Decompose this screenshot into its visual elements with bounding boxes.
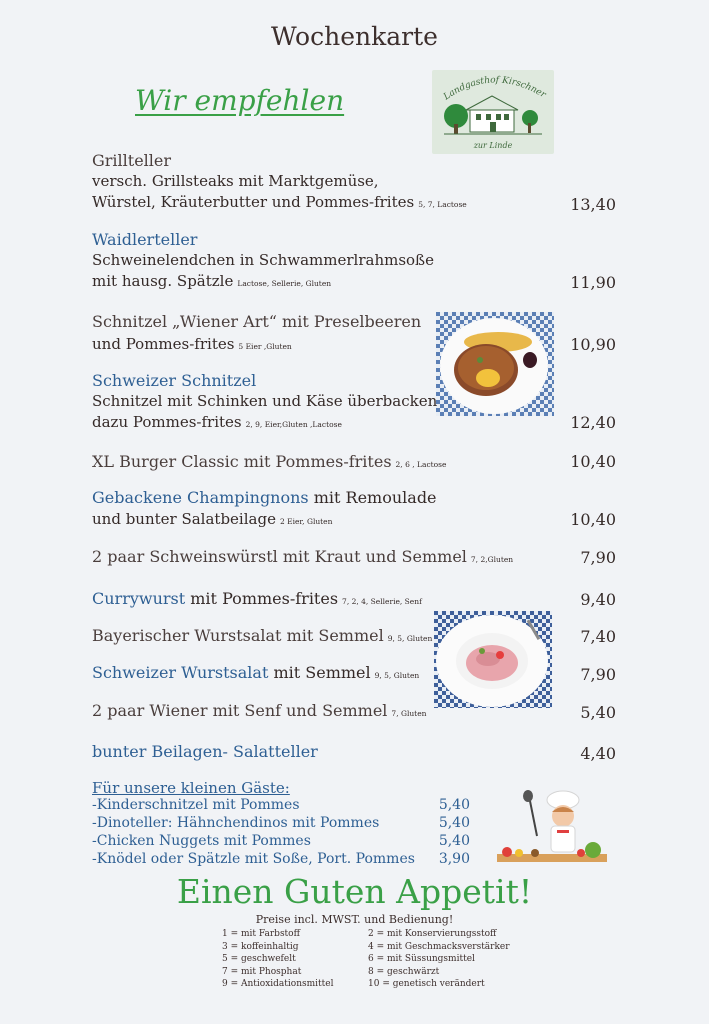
logo-subtext: zur Linde bbox=[473, 141, 513, 150]
item-description: Würstel, Kräuterbutter und Pommes-frites bbox=[92, 193, 415, 211]
kids-item-price: 5,40 bbox=[438, 833, 470, 849]
item-description: Schweinelendchen in Schwammerlrahmsoße bbox=[92, 251, 434, 269]
item-name: Bayerischer Wurstsalat mit Semmel bbox=[92, 626, 384, 645]
allergen-codes: 2 Eier, Gluten bbox=[279, 517, 333, 526]
item-name: Currywurst bbox=[92, 589, 186, 608]
item-name: Grillteller bbox=[92, 151, 172, 170]
legend-entry: 3 = koffeinhaltig bbox=[222, 941, 299, 952]
kid-chef-picture bbox=[497, 790, 607, 870]
item-price: 13,40 bbox=[570, 195, 616, 214]
legend-entry: 1 = mit Farbstoff bbox=[222, 929, 300, 939]
item-price: 12,40 bbox=[570, 413, 616, 432]
menu-item bbox=[92, 700, 426, 724]
item-description: mit Pommes-frites bbox=[185, 589, 339, 608]
item-name: Schweizer Schnitzel bbox=[92, 371, 257, 390]
menu-item bbox=[92, 625, 432, 649]
item-price: 4,40 bbox=[580, 744, 616, 763]
item-description: mit Remoulade bbox=[308, 488, 437, 507]
allergen-codes: 9, 5, Gluten bbox=[387, 634, 433, 643]
item-name: Schnitzel „Wiener Art“ mit Preselbeeren bbox=[92, 312, 422, 331]
kids-item-price: 5,40 bbox=[438, 815, 470, 831]
kids-item-price: 5,40 bbox=[438, 797, 470, 813]
kids-item-name: -Chicken Nuggets mit Pommes bbox=[92, 833, 311, 849]
page-title: Wochenkarte bbox=[271, 22, 438, 51]
legend-entry: 5 = geschwefelt bbox=[222, 954, 296, 965]
allergen-codes: 5 Eier ,Gluten bbox=[238, 342, 292, 351]
legend-entry: 9 = Antioxidationsmittel bbox=[222, 979, 334, 990]
wurstsalat-photo bbox=[434, 611, 552, 708]
menu-item bbox=[92, 662, 419, 686]
item-description: Schnitzel mit Schinken und Käse überbacken bbox=[92, 392, 438, 410]
closing-greeting: Einen Guten Appetit! bbox=[176, 872, 533, 911]
item-price: 10,40 bbox=[570, 452, 616, 471]
item-price: 7,90 bbox=[580, 548, 616, 567]
item-price: 5,40 bbox=[580, 703, 616, 722]
menu-item bbox=[92, 370, 437, 435]
logo-text: Landgasthof Kirschner bbox=[442, 75, 548, 103]
allergen-codes: 2, 9, Eier,Gluten ,Lactose bbox=[245, 420, 342, 429]
menu-item bbox=[92, 487, 437, 532]
allergen-codes: 7, 2,Gluten bbox=[470, 555, 514, 564]
additives-legend-right bbox=[368, 928, 510, 991]
legend-entry: 8 = geschwärzt bbox=[368, 966, 440, 977]
item-description: mit Semmel bbox=[268, 663, 371, 682]
menu-item bbox=[92, 588, 422, 612]
restaurant-logo bbox=[432, 70, 554, 154]
item-description: versch. Grillsteaks mit Marktgemüse, bbox=[92, 172, 379, 190]
item-price: 10,90 bbox=[570, 335, 616, 354]
item-name: 2 paar Wiener mit Senf und Semmel bbox=[92, 701, 388, 720]
legend-entry: 2 = mit Konservierungsstoff bbox=[368, 929, 497, 939]
item-description: und Pommes-frites bbox=[92, 335, 235, 353]
menu-item bbox=[92, 150, 467, 215]
allergen-codes: 7, Gluten bbox=[391, 709, 427, 718]
price-note: Preise incl. MWST. und Bedienung! bbox=[255, 913, 454, 926]
item-name: Gebackene Champingnons bbox=[92, 488, 309, 507]
legend-entry: 7 = mit Phosphat bbox=[222, 966, 302, 977]
kids-section-title: Für unsere kleinen Gäste: bbox=[92, 779, 290, 797]
kids-item-price: 3,90 bbox=[438, 851, 470, 867]
legend-entry: 6 = mit Süssungsmittel bbox=[368, 954, 475, 965]
item-description: dazu Pommes-frites bbox=[92, 413, 242, 431]
kids-item-name: -Knödel oder Spätzle mit Soße, Port. Pommes bbox=[92, 851, 415, 867]
item-name: 2 paar Schweinswürstl mit Kraut und Semmel bbox=[92, 547, 467, 566]
item-price: 9,40 bbox=[580, 590, 616, 609]
kids-item-name: -Kinderschnitzel mit Pommes bbox=[92, 797, 300, 813]
additives-legend-left bbox=[222, 928, 333, 991]
item-name: XL Burger Classic mit Pommes-frites bbox=[92, 452, 392, 471]
item-name: Schweizer Wurstsalat bbox=[92, 663, 269, 682]
legend-entry: 4 = mit Geschmacksverstärker bbox=[368, 941, 510, 952]
menu-item bbox=[92, 741, 318, 763]
item-price: 7,40 bbox=[580, 627, 616, 646]
item-name: Waidlerteller bbox=[92, 230, 198, 249]
item-name: bunter Beilagen- Salatteller bbox=[92, 742, 318, 761]
kids-item-name: -Dinoteller: Hähnchendinos mit Pommes bbox=[92, 815, 380, 831]
legend-entry: 10 = genetisch verändert bbox=[368, 979, 485, 990]
menu-item bbox=[92, 229, 434, 294]
recommend-heading: Wir empfehlen bbox=[135, 84, 345, 117]
item-price: 11,90 bbox=[570, 273, 616, 292]
menu-item bbox=[92, 311, 421, 357]
allergen-codes: 7, 2, 4, Sellerie, Senf bbox=[342, 597, 422, 606]
menu-item bbox=[92, 451, 446, 475]
allergen-codes: 9, 5, Gluten bbox=[374, 671, 420, 680]
item-description: mit hausg. Spätzle bbox=[92, 272, 234, 290]
allergen-codes: 2, 6 , Lactose bbox=[395, 460, 447, 469]
item-price: 10,40 bbox=[570, 510, 616, 529]
item-description: und bunter Salatbeilage bbox=[92, 510, 276, 528]
item-price: 7,90 bbox=[580, 665, 616, 684]
allergen-codes: Lactose, Sellerie, Gluten bbox=[237, 279, 332, 288]
schnitzel-photo bbox=[436, 312, 554, 416]
allergen-codes: 5, 7, Lactose bbox=[418, 200, 467, 209]
menu-item bbox=[92, 546, 513, 570]
